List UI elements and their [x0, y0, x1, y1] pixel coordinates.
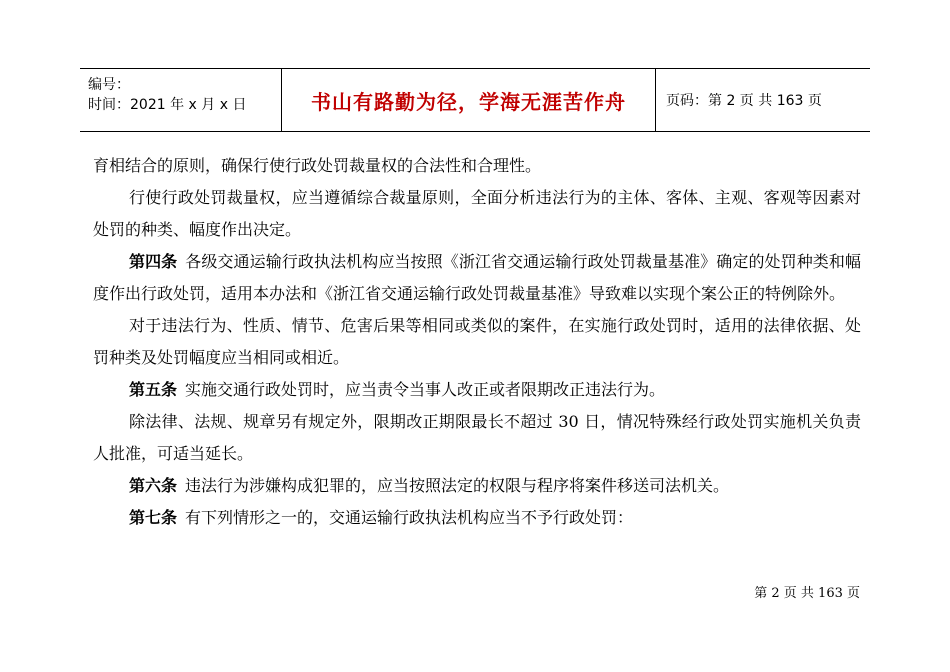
article-4 — [93, 246, 861, 310]
paragraph-4 — [93, 310, 861, 374]
doc-date: 时间：2021 年 x 月 x 日 — [88, 97, 247, 113]
paragraph-text: 行使行政处罚裁量权，应当遵循综合裁量原则，全面分析违法行为的主体、客体、主观、客观等因素对处罚的种类、幅度作出决定。 — [93, 188, 861, 239]
paragraph-text: 对于违法行为、性质、情节、危害后果等相同或类似的案件，在实施行政处罚时，适用的法律依据、处罚种类及处罚幅度应当相同或相近。 — [93, 316, 861, 367]
paragraph-text: 实施交通行政处罚时，应当责令当事人改正或者限期改正违法行为。 — [185, 380, 666, 399]
article-7 — [93, 502, 861, 534]
header-meta — [80, 69, 282, 131]
paragraph-text: 违法行为涉嫌构成犯罪的，应当按照法定的权限与程序将案件移送司法机关。 — [185, 476, 730, 495]
article-5 — [93, 374, 861, 406]
page-footer: 第 2 页 共 163 页 — [754, 586, 860, 601]
paragraph-6 — [93, 406, 861, 470]
page-header — [80, 68, 870, 132]
paragraph-text: 育相结合的原则，确保行使行政处罚裁量权的合法性和合理性。 — [93, 156, 542, 175]
article-number: 第五条 — [129, 380, 178, 399]
article-number: 第六条 — [129, 476, 178, 495]
paragraph-1 — [93, 150, 861, 182]
paragraph-text: 除法律、法规、规章另有规定外，限期改正期限最长不超过 30 日，情况特殊经行政处罚实施机关负责人批准，可适当延长。 — [93, 412, 861, 463]
header-page-number: 页码：第 2 页 共 163 页 — [666, 93, 822, 109]
paragraph-2 — [93, 182, 861, 246]
doc-code: 编号： — [88, 77, 130, 93]
article-number: 第四条 — [129, 252, 178, 271]
paragraph-text: 有下列情形之一的，交通运输行政执法机构应当不予行政处罚： — [185, 508, 634, 527]
header-motto: 书山有路勤为径，学海无涯苦作舟 — [282, 69, 656, 131]
document-body — [93, 150, 861, 534]
article-number: 第七条 — [129, 508, 178, 527]
paragraph-text: 各级交通运输行政执法机构应当按照《浙江省交通运输行政处罚裁量基准》确定的处罚种类和幅度作出行政处罚，适用本办法和《浙江省交通运输行政处罚裁量基准》导致难以实现个案公正的特例除外。 — [93, 252, 861, 303]
article-6 — [93, 470, 861, 502]
